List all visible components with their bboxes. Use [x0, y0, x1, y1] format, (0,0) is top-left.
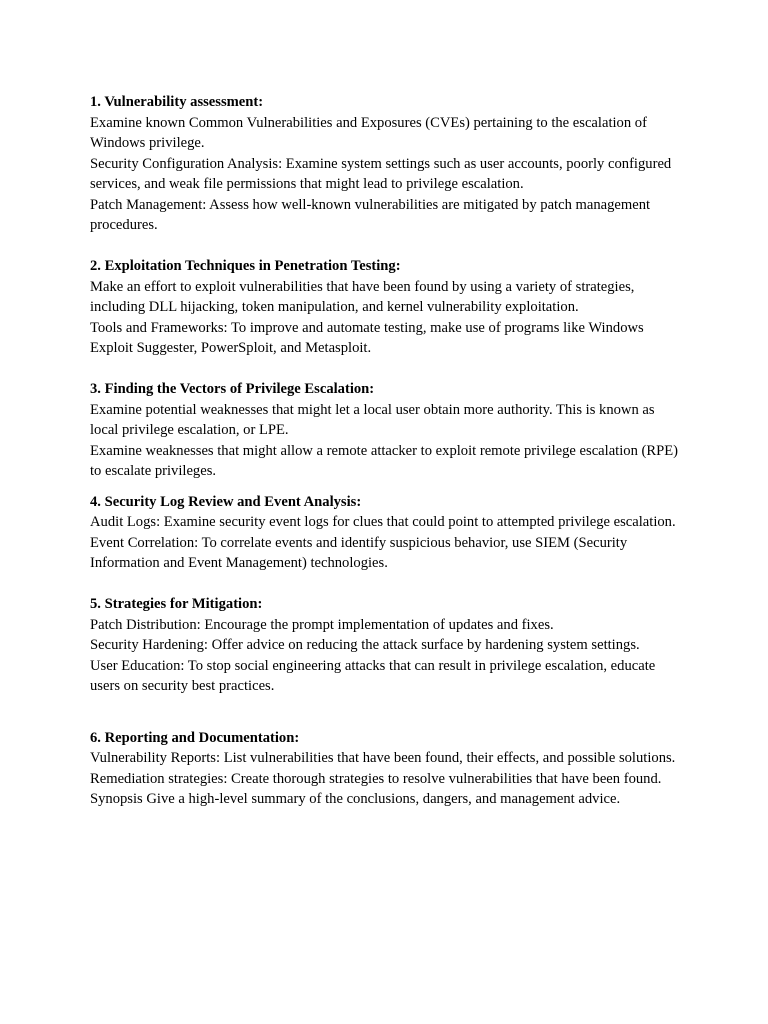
section-paragraph: Synopsis Give a high-level summary of the conclusions, dangers, and management advice.	[90, 791, 621, 807]
section-paragraph: Examine known Common Vulnerabilities and Exposures (CVEs) pertaining to the escalation of Windows privilege.	[90, 114, 647, 151]
section-paragraph: Event Correlation: To correlate events and identify suspicious behavior, use SIEM (Security Information and Event Management) technologies.	[90, 534, 628, 571]
section-spacer	[90, 574, 682, 595]
section-spacer	[90, 359, 682, 380]
section-heading: 3. Finding the Vectors of Privilege Escalation:	[90, 381, 375, 397]
section-vulnerability-assessment	[90, 92, 682, 236]
section-mitigation-strategies	[90, 594, 682, 697]
section-spacer	[90, 697, 682, 728]
section-paragraph: Audit Logs: Examine security event logs for clues that could point to attempted privilege escalation.	[90, 514, 676, 530]
section-paragraph: Examine weaknesses that might allow a remote attacker to exploit remote privilege escalation (RPE) to escalate privileges.	[90, 442, 679, 479]
section-paragraph: Patch Management: Assess how well-known vulnerabilities are mitigated by patch management procedures.	[90, 196, 651, 233]
section-heading: 5. Strategies for Mitigation:	[90, 596, 263, 612]
section-paragraph: Patch Distribution: Encourage the prompt implementation of updates and fixes.	[90, 616, 554, 633]
section-spacer	[90, 482, 682, 492]
section-paragraph: Security Hardening: Offer advice on reducing the attack surface by hardening system settings.	[90, 637, 640, 653]
section-heading: 4. Security Log Review and Event Analysis:	[90, 493, 362, 510]
section-paragraph: Security Configuration Analysis: Examine system settings such as user accounts, poorly configured services, and weak file permissions that might lead to privilege escalation.	[90, 155, 672, 192]
section-paragraph: Make an effort to exploit vulnerabilities that have been found by using a variety of strategies, including DLL hijacking, token manipulation, and kernel vulnerability exploitation.	[90, 278, 635, 315]
section-paragraph: Tools and Frameworks: To improve and automate testing, make use of programs like Windows Exploit Suggester, PowerSploit, and Metasploit.	[90, 319, 644, 356]
section-paragraph: Remediation strategies: Create thorough strategies to resolve vulnerabilities that have been found.	[90, 770, 662, 787]
section-heading: 2. Exploitation Techniques in Penetration Testing:	[90, 258, 401, 274]
section-paragraph: User Education: To stop social engineering attacks that can result in privilege escalation, educate users on security best practices.	[90, 657, 656, 694]
document-page	[90, 92, 682, 810]
section-heading: 1. Vulnerability assessment:	[90, 94, 264, 110]
section-spacer	[90, 236, 682, 257]
section-security-log-review	[90, 492, 682, 574]
section-reporting-documentation	[90, 728, 682, 810]
section-heading: 6. Reporting and Documentation:	[90, 729, 300, 746]
section-paragraph: Vulnerability Reports: List vulnerabilities that have been found, their effects, and possible solutions.	[90, 750, 676, 766]
section-paragraph: Examine potential weaknesses that might let a local user obtain more authority. This is known as local privilege escalation, or LPE.	[90, 401, 655, 438]
section-privilege-escalation-vectors	[90, 379, 682, 482]
section-exploitation-techniques	[90, 256, 682, 359]
